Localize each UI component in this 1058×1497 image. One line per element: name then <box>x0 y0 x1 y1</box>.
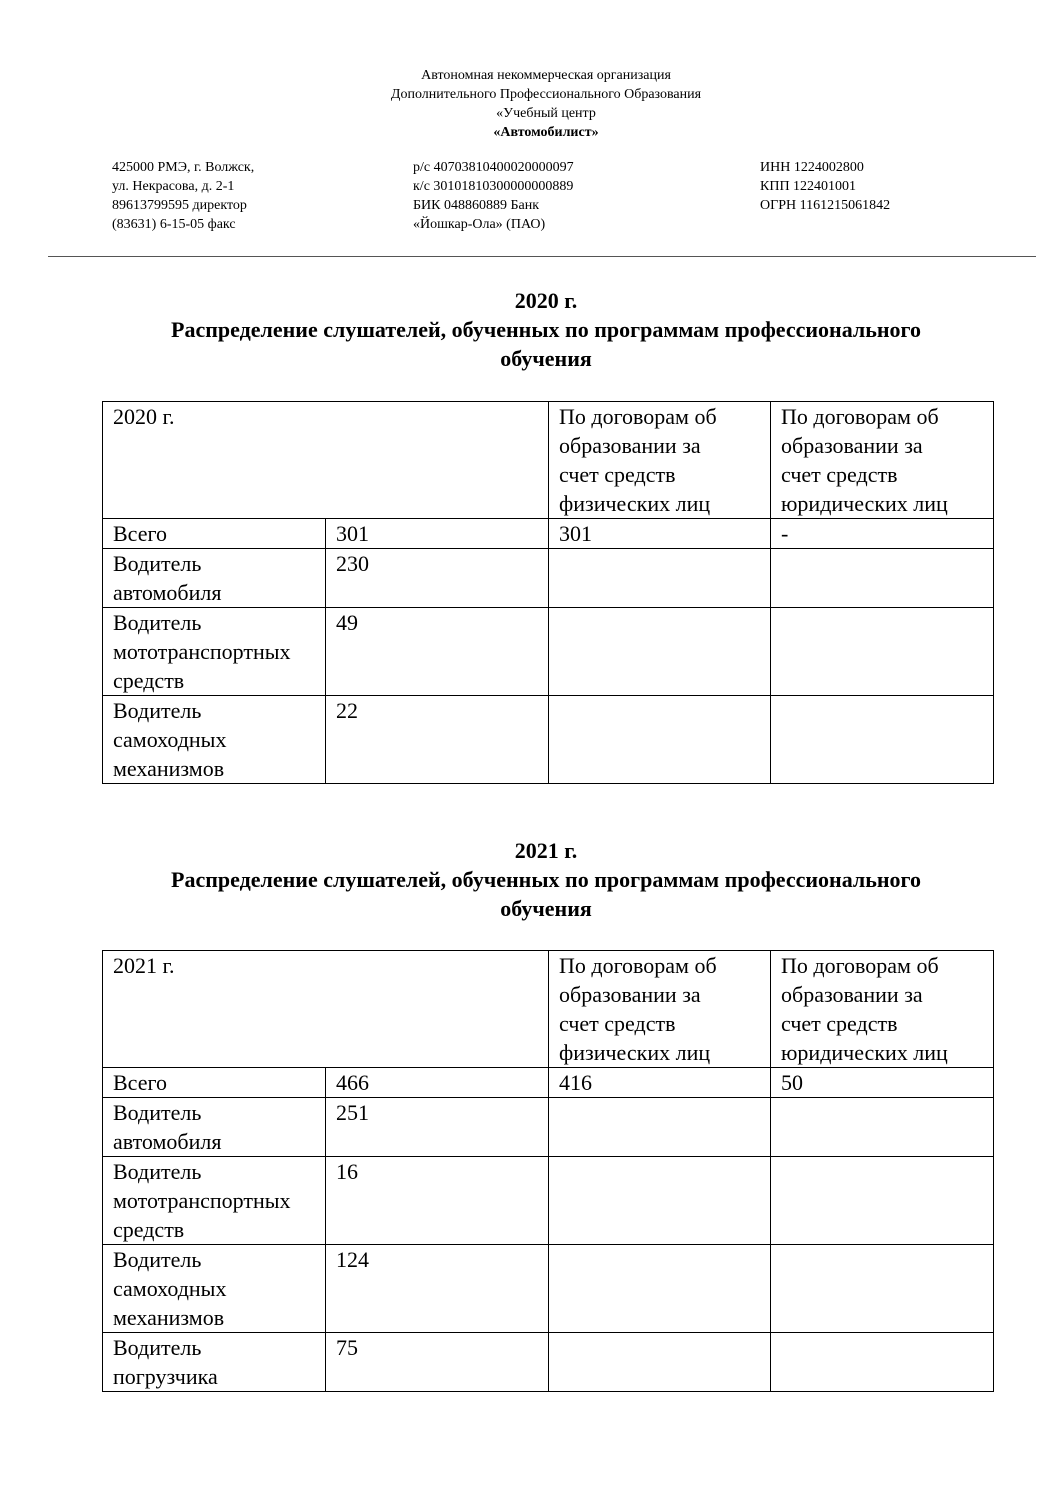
header-year-cell <box>103 402 549 519</box>
table-header-row <box>103 951 994 1068</box>
org-name: «Автомобилист» <box>493 125 599 140</box>
table-2020 <box>102 401 994 784</box>
header-individuals-cell <box>549 951 771 1068</box>
row-total-cell: 251 <box>326 1098 549 1157</box>
row-individuals-cell <box>549 549 771 608</box>
table-row <box>103 1333 994 1392</box>
header-year-label: 2020 г. <box>113 404 175 429</box>
row-legal-cell <box>771 1333 994 1392</box>
bank-line: к/с 30101810300000000889 <box>413 179 574 194</box>
row-name-line: Водитель <box>113 1247 202 1272</box>
row-total-cell: 49 <box>326 608 549 696</box>
section-heading-line: Распределение слушателей, обученных по программам профессионального <box>171 867 921 892</box>
id-line: КПП 122401001 <box>760 179 857 194</box>
row-name-cell <box>103 1245 326 1333</box>
header-line: По договорам об <box>781 404 939 429</box>
row-total-cell: 124 <box>326 1245 549 1333</box>
organization-header <box>0 66 1058 142</box>
header-line: По договорам об <box>781 953 939 978</box>
header-line: счет средств <box>559 1011 676 1036</box>
bank-line: р/с 40703810400020000097 <box>413 160 574 175</box>
table-row <box>103 1157 994 1245</box>
row-individuals-cell <box>549 608 771 696</box>
row-legal-cell <box>771 1245 994 1333</box>
row-individuals-cell <box>549 1245 771 1333</box>
table-header-row <box>103 402 994 519</box>
row-legal-cell <box>771 608 994 696</box>
row-name-line: мототранспортных <box>113 1188 291 1213</box>
section-heading-line: Распределение слушателей, обученных по программам профессионального <box>171 317 921 342</box>
row-name-cell <box>103 1098 326 1157</box>
row-individuals-cell <box>549 1157 771 1245</box>
header-line: образовании за <box>781 433 923 458</box>
row-legal-cell <box>771 549 994 608</box>
row-name-line: средств <box>113 1217 185 1242</box>
header-line: образовании за <box>781 982 923 1007</box>
section-title-2020 <box>0 286 1058 373</box>
row-individuals-cell: 416 <box>549 1068 771 1098</box>
table-row <box>103 608 994 696</box>
bank-details-block <box>413 158 574 234</box>
section-title-2021 <box>0 836 1058 923</box>
row-name-line: механизмов <box>113 1305 225 1330</box>
address-block <box>112 158 254 234</box>
row-name-line: мототранспортных <box>113 639 291 664</box>
row-name-line: Водитель <box>113 1159 202 1184</box>
row-name-cell <box>103 549 326 608</box>
row-name-line: Водитель <box>113 1100 202 1125</box>
header-line: счет средств <box>781 1011 898 1036</box>
table-2021 <box>102 950 994 1392</box>
bank-line: БИК 048860889 Банк <box>413 198 540 213</box>
row-legal-cell: - <box>771 519 994 549</box>
table-row <box>103 1098 994 1157</box>
org-line-2: Дополнительного Профессионального Образования <box>390 87 702 102</box>
bank-line: «Йошкар-Ола» (ПАО) <box>413 217 546 232</box>
id-line: ОГРН 1161215061842 <box>760 198 891 213</box>
row-name-line: самоходных <box>113 727 227 752</box>
row-individuals-cell <box>549 1333 771 1392</box>
row-name-cell <box>103 696 326 784</box>
address-line: 425000 РМЭ, г. Волжск, <box>112 160 255 175</box>
row-name-line: Водитель <box>113 551 202 576</box>
section-year: 2020 г. <box>514 288 578 313</box>
row-name-cell <box>103 1333 326 1392</box>
row-total-cell: 22 <box>326 696 549 784</box>
row-name-line: механизмов <box>113 756 225 781</box>
table-row <box>103 549 994 608</box>
row-name-cell <box>103 519 326 549</box>
header-line: юридических лиц <box>781 1040 948 1065</box>
header-legal-cell <box>771 402 994 519</box>
row-name-line: автомобиля <box>113 580 222 605</box>
header-year-cell <box>103 951 549 1068</box>
header-line: юридических лиц <box>781 491 948 516</box>
table-row <box>103 696 994 784</box>
row-name-cell <box>103 608 326 696</box>
row-legal-cell: 50 <box>771 1068 994 1098</box>
row-individuals-cell <box>549 1098 771 1157</box>
table-row <box>103 519 994 549</box>
header-individuals-cell <box>549 402 771 519</box>
row-name-line: Всего <box>113 1070 167 1095</box>
section-heading-line: обучения <box>500 896 592 921</box>
table-row <box>103 1068 994 1098</box>
row-name-line: средств <box>113 668 185 693</box>
row-name-cell <box>103 1157 326 1245</box>
section-heading-line: обучения <box>500 346 592 371</box>
header-line: По договорам об <box>559 953 717 978</box>
header-line: образовании за <box>559 982 701 1007</box>
row-legal-cell <box>771 1098 994 1157</box>
row-individuals-cell <box>549 696 771 784</box>
org-line-1: Автономная некоммерческая организация <box>421 68 671 83</box>
tax-ids-block <box>760 158 890 215</box>
row-total-cell: 466 <box>326 1068 549 1098</box>
header-line: счет средств <box>781 462 898 487</box>
row-name-line: Водитель <box>113 698 202 723</box>
header-line: физических лиц <box>559 1040 711 1065</box>
address-line: ул. Некрасова, д. 2-1 <box>112 179 235 194</box>
address-line: (83631) 6-15-05 факс <box>112 217 236 232</box>
row-name-line: автомобиля <box>113 1129 222 1154</box>
row-total-cell: 16 <box>326 1157 549 1245</box>
row-name-line: погрузчика <box>113 1364 218 1389</box>
row-total-cell: 301 <box>326 519 549 549</box>
row-name-cell <box>103 1068 326 1098</box>
header-year-label: 2021 г. <box>113 953 175 978</box>
row-name-line: Водитель <box>113 1335 202 1360</box>
table-row <box>103 1245 994 1333</box>
row-total-cell: 230 <box>326 549 549 608</box>
org-line-3: «Учебный центр <box>496 106 596 121</box>
section-year: 2021 г. <box>514 838 578 863</box>
row-legal-cell <box>771 696 994 784</box>
id-line: ИНН 1224002800 <box>760 160 864 175</box>
address-line: 89613799595 директор <box>112 198 247 213</box>
header-line: счет средств <box>559 462 676 487</box>
row-individuals-cell: 301 <box>549 519 771 549</box>
row-total-cell: 75 <box>326 1333 549 1392</box>
row-name-line: самоходных <box>113 1276 227 1301</box>
row-legal-cell <box>771 1157 994 1245</box>
header-line: По договорам об <box>559 404 717 429</box>
header-line: образовании за <box>559 433 701 458</box>
row-name-line: Всего <box>113 521 167 546</box>
header-legal-cell <box>771 951 994 1068</box>
header-line: физических лиц <box>559 491 711 516</box>
row-name-line: Водитель <box>113 610 202 635</box>
header-divider <box>48 256 1036 257</box>
